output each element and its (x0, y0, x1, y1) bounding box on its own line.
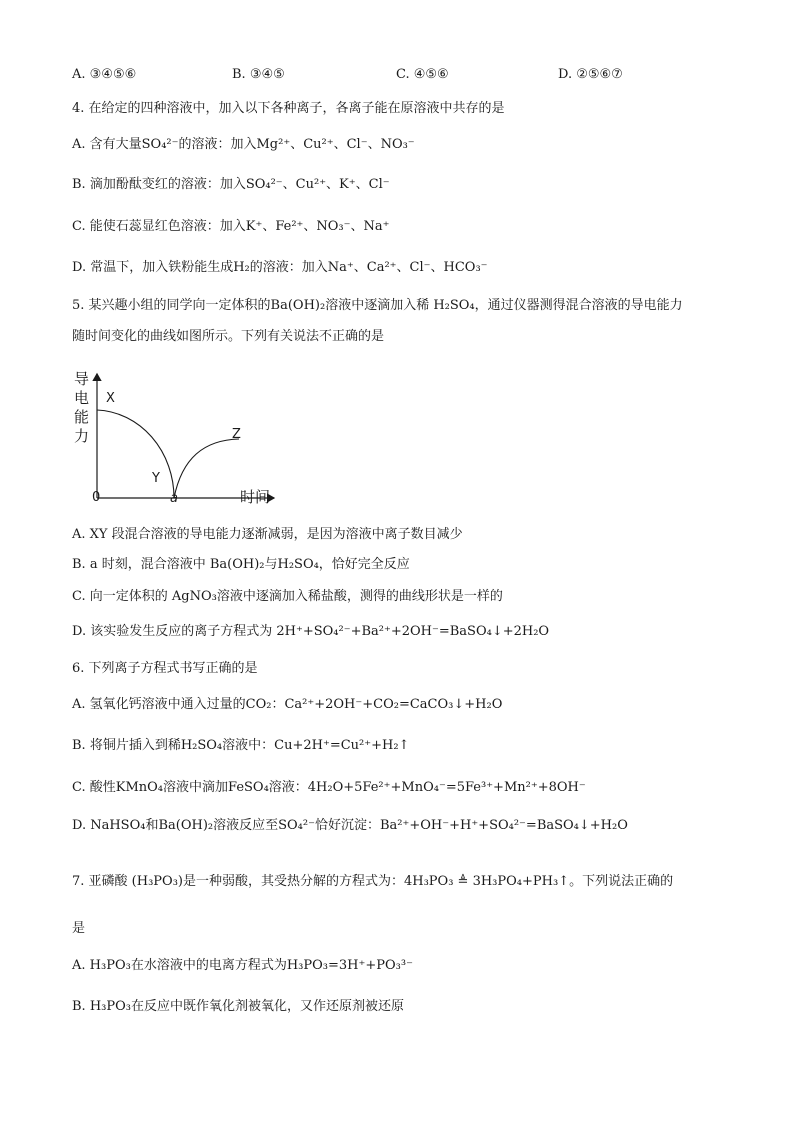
q7-option-a: A. H₃PO₃在水溶液中的电离方程式为H₃PO₃=3H⁺+PO₃³⁻ (72, 958, 413, 973)
q7-option-b: B. H₃PO₃在反应中既作氧化剂被氧化，又作还原剂被还原 (72, 999, 404, 1014)
x-axis-label: 时间 (240, 488, 271, 506)
q4-option-a: A. 含有大量SO₄²⁻的溶液：加入Mg²⁺、Cu²⁺、Cl⁻、NO₃⁻ (72, 137, 415, 152)
conductivity-graph (66, 368, 286, 512)
point-y-label: Y (152, 471, 160, 486)
q3-option-c: C. ④⑤⑥ (396, 67, 449, 82)
q7-stem-line2: 是 (72, 921, 86, 936)
q6-option-c: C. 酸性KMnO₄溶液中滴加FeSO₄溶液：4H₂O+5Fe²⁺+MnO₄⁻=5Fe³⁺+Mn²⁺+8OH⁻ (72, 780, 586, 795)
y-axis-label-4: 力 (74, 427, 90, 445)
q5-option-d: D. 该实验发生反应的离子方程式为 2H⁺+SO₄²⁻+Ba²⁺+2OH⁻=BaSO₄↓+2H₂O (72, 624, 550, 639)
q5-option-b: B. a 时刻，混合溶液中 Ba(OH)₂与H₂SO₄，恰好完全反应 (72, 557, 410, 572)
q5-option-a: A. XY 段混合溶液的导电能力逐渐减弱，是因为溶液中离子数目减少 (72, 527, 463, 542)
point-x-label: X (106, 391, 115, 406)
point-z-label: Z (232, 427, 241, 442)
q3-option-d: D. ②⑤⑥⑦ (558, 67, 623, 82)
curve-xy (97, 410, 174, 498)
q4-option-c: C. 能使石蕊显红色溶液：加入K⁺、Fe²⁺、NO₃⁻、Na⁺ (72, 219, 390, 234)
tick-a-label: a (170, 491, 178, 506)
q3-option-b: B. ③④⑤ (232, 67, 285, 82)
y-axis-label-3: 能 (74, 408, 90, 426)
q6-stem: 6. 下列离子方程式书写正确的是 (72, 661, 258, 676)
curve-yz (174, 439, 239, 498)
q6-option-a: A. 氢氧化钙溶液中通入过量的CO₂：Ca²⁺+2OH⁻+CO₂=CaCO₃↓+H₂O (72, 697, 503, 712)
q5-stem-line1: 5. 某兴趣小组的同学向一定体积的Ba(OH)₂溶液中逐滴加入稀 H₂SO₄，通过仪器测得混合溶液的导电能力 (72, 298, 683, 313)
q5-option-c: C. 向一定体积的 AgNO₃溶液中逐滴加入稀盐酸，测得的曲线形状是一样的 (72, 589, 503, 604)
q4-option-d: D. 常温下，加入铁粉能生成H₂的溶液：加入Na⁺、Ca²⁺、Cl⁻、HCO₃⁻ (72, 260, 488, 275)
y-axis-label-2: 电 (74, 389, 90, 407)
origin-label: 0 (92, 490, 101, 505)
q5-stem-line2: 随时间变化的曲线如图所示。下列有关说法不正确的是 (72, 329, 385, 344)
q3-option-a: A. ③④⑤⑥ (72, 67, 137, 82)
q7-stem-line1: 7. 亚磷酸 (H₃PO₃)是一种弱酸，其受热分解的方程式为：4H₃PO₃ ≜ 3H₃PO₄+PH₃↑。下列说法正确的 (72, 874, 674, 889)
q4-stem: 4. 在给定的四种溶液中，加入以下各种离子，各离子能在原溶液中共存的是 (72, 101, 505, 116)
q6-option-b: B. 将铜片插入到稀H₂SO₄溶液中：Cu+2H⁺=Cu²⁺+H₂↑ (72, 738, 410, 753)
q6-option-d: D. NaHSO₄和Ba(OH)₂溶液反应至SO₄²⁻恰好沉淀：Ba²⁺+OH⁻+H⁺+SO₄²⁻=BaSO₄↓+H₂O (72, 818, 628, 833)
y-axis-label-1: 导 (74, 370, 90, 388)
q4-option-b: B. 滴加酚酞变红的溶液：加入SO₄²⁻、Cu²⁺、K⁺、Cl⁻ (72, 177, 390, 192)
